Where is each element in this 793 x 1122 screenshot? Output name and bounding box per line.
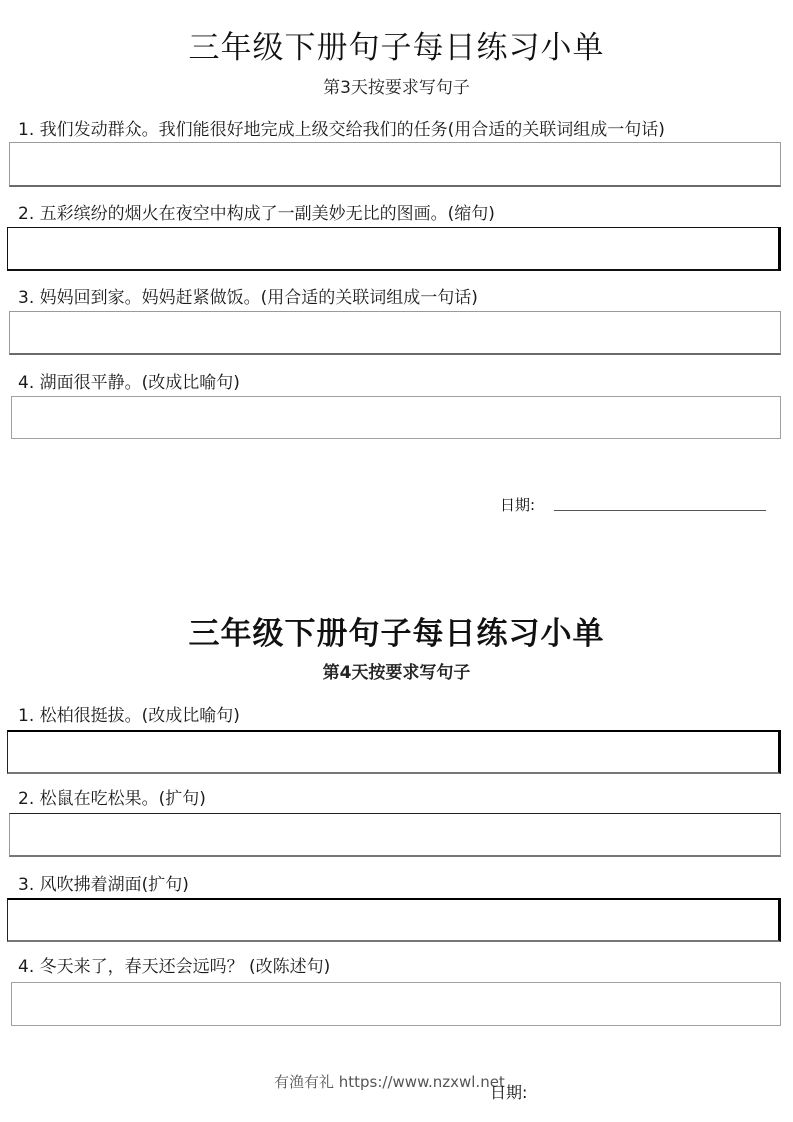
sheet2-answer-box-3[interactable] bbox=[7, 898, 781, 942]
sheet2-question-2: 2. 松鼠在吃松果。(扩句) bbox=[18, 789, 206, 809]
sheet2-title: 三年级下册句子每日练习小单 bbox=[188, 616, 605, 652]
sheet1-date-field[interactable] bbox=[554, 510, 766, 511]
sheet2-answer-box-4[interactable] bbox=[11, 982, 781, 1026]
sheet1-answer-box-1[interactable] bbox=[9, 142, 781, 187]
footer-watermark: 有渔有礼 https://www.nzxwl.net bbox=[274, 1073, 505, 1091]
sheet1-answer-box-3[interactable] bbox=[9, 311, 781, 355]
sheet1-question-3: 3. 妈妈回到家。妈妈赶紧做饭。(用合适的关联词组成一句话) bbox=[18, 288, 478, 308]
sheet2-answer-box-2[interactable] bbox=[9, 813, 781, 857]
sheet1-question-2: 2. 五彩缤纷的烟火在夜空中构成了一副美妙无比的图画。(缩句) bbox=[18, 204, 495, 224]
sheet2-subtitle: 第4天按要求写句子 bbox=[322, 663, 471, 683]
sheet1-answer-box-2[interactable] bbox=[7, 227, 781, 271]
sheet2-answer-box-1[interactable] bbox=[7, 730, 781, 774]
sheet1-answer-box-4[interactable] bbox=[11, 396, 781, 439]
sheet1-question-4: 4. 湖面很平静。(改成比喻句) bbox=[18, 373, 240, 393]
sheet1-subtitle: 第3天按要求写句子 bbox=[323, 78, 470, 98]
sheet2-question-3: 3. 风吹拂着湖面(扩句) bbox=[18, 875, 189, 895]
sheet1-question-1: 1. 我们发动群众。我们能很好地完成上级交给我们的任务(用合适的关联词组成一句话) bbox=[18, 120, 665, 140]
sheet1-title: 三年级下册句子每日练习小单 bbox=[188, 30, 605, 66]
sheet2-date-label: 日期: bbox=[490, 1083, 528, 1102]
sheet2-question-4: 4. 冬天来了，春天还会远吗？ (改陈述句) bbox=[18, 957, 331, 977]
sheet2-question-1: 1. 松柏很挺拔。(改成比喻句) bbox=[18, 706, 240, 726]
sheet1-date-label: 日期: bbox=[500, 496, 536, 514]
